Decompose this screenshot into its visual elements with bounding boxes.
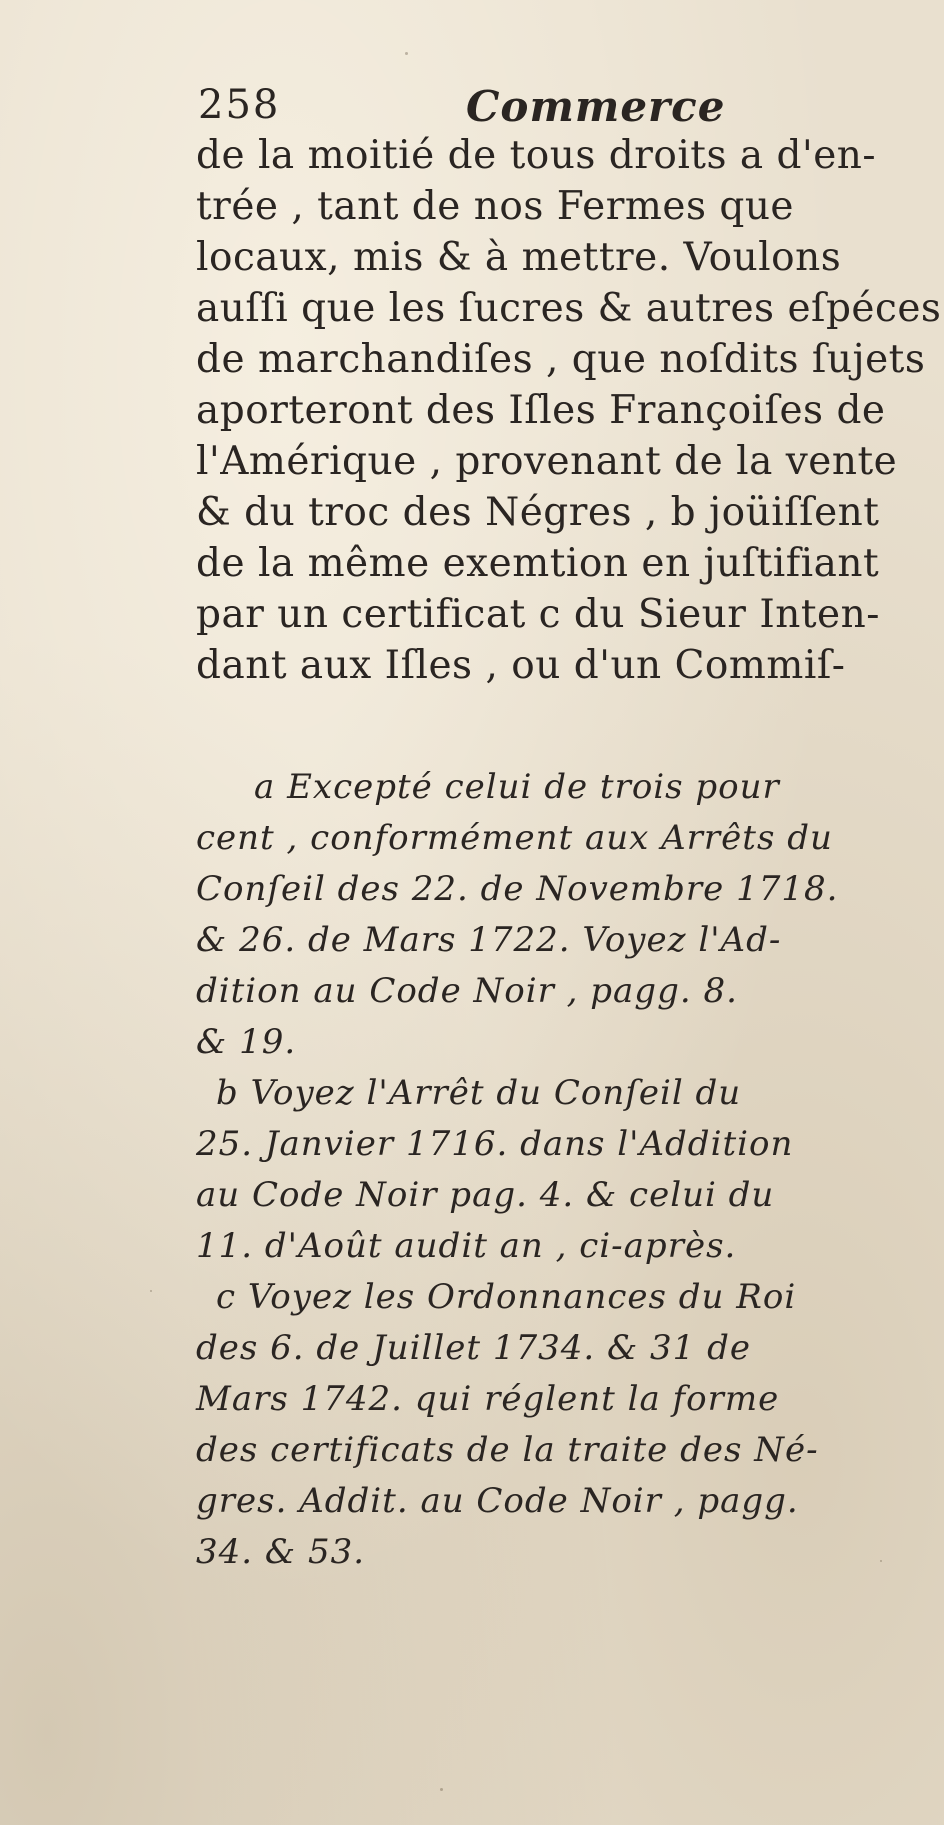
text-line: l'Amérique , provenant de la vente xyxy=(196,439,898,484)
footnote-c-line: c Voyez les Ordonnances du Roi xyxy=(216,1277,797,1317)
footnote-a-line: & 19. xyxy=(196,1022,297,1062)
footnote-b-line: au Code Noir pag. 4. & celui du xyxy=(196,1175,775,1215)
paper-speck xyxy=(405,52,408,55)
footnote-c-line: gres. Addit. au Code Noir , pagg. xyxy=(196,1481,799,1521)
text-line: aporteront des Iſles Françoiſes de xyxy=(196,388,886,433)
text-line: trée , tant de nos Fermes que xyxy=(196,184,795,229)
text-line: locaux, mis & à mettre. Voulons xyxy=(196,235,842,280)
text-line: & du troc des Négres , b joüiſſent xyxy=(196,490,880,535)
text-line: de la moitié de tous droits a d'en- xyxy=(196,133,877,178)
running-head xyxy=(198,82,878,132)
paper-speck xyxy=(880,1560,882,1562)
text-line: de la même exemtion en juſtifiant xyxy=(196,541,880,586)
page-number: 258 xyxy=(198,82,281,128)
footnote-c-line: Mars 1742. qui réglent la forme xyxy=(196,1379,780,1419)
footnote-c-line: des 6. de Juillet 1734. & 31 de xyxy=(196,1328,751,1368)
footnote-a-line: dition au Code Noir , pagg. 8. xyxy=(196,971,738,1011)
footnote-c-line: des certificats de la traite des Né- xyxy=(196,1430,819,1470)
footnote-b-line: 25. Janvier 1716. dans l'Addition xyxy=(196,1124,794,1164)
text-line: par un certificat c du Sieur Inten- xyxy=(196,592,880,637)
main-text xyxy=(196,130,942,691)
footnote-a-line: Conſeil des 22. de Novembre 1718. xyxy=(196,869,839,909)
text-line: dant aux Iſles , ou d'un Commiſ- xyxy=(196,643,846,688)
footnote-c-line: 34. & 53. xyxy=(196,1532,366,1572)
footnote-a-line: a Excepté celui de trois pour xyxy=(254,767,780,807)
footnote-b-line: b Voyez l'Arrêt du Conſeil du xyxy=(216,1073,742,1113)
paper-speck xyxy=(440,1788,443,1791)
paper-speck xyxy=(150,1290,152,1292)
footnote-a-line: & 26. de Mars 1722. Voyez l'Ad- xyxy=(196,920,782,960)
footnotes xyxy=(196,762,912,1578)
text-line: de marchandiſes , que noſdits ſujets xyxy=(196,337,926,382)
footnote-b-line: 11. d'Août audit an , ci-après. xyxy=(196,1226,737,1266)
text-line: auſſi que les ſucres & autres eſpéces xyxy=(196,286,942,331)
page-heading: Commerce xyxy=(466,82,726,131)
footnote-a-line: cent , conformément aux Arrêts du xyxy=(196,818,833,858)
